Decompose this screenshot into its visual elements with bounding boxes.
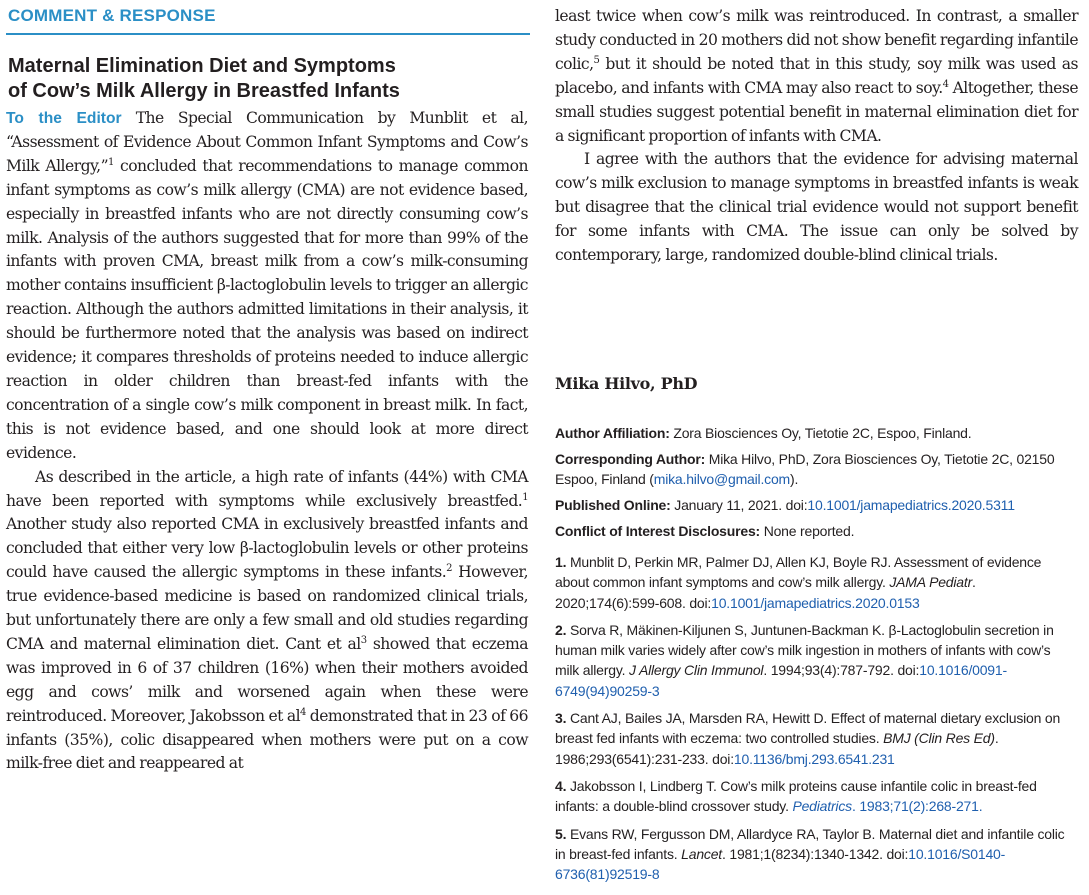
text: least twice when cow’s milk was reintroduced. In contrast, a smaller study conducted in 20 mothers did not show benefit regarding infantile colic, [555, 7, 1078, 73]
citation[interactable]: 2 [446, 563, 452, 575]
author-metadata [555, 423, 1075, 547]
journal-name: Lancet [681, 845, 722, 862]
reference-text: . 1994;93(4):787-792. doi: [763, 662, 920, 679]
reference-doi-link[interactable]: 10.1001/jamapediatrics.2020.0153 [711, 594, 920, 611]
corresponding-author [555, 449, 1075, 489]
section-label: COMMENT & RESPONSE [8, 6, 216, 25]
conflict-disclosures [555, 521, 1075, 541]
text: but it should be noted that in this study, soy milk was used as placebo, and infants with CMA may also react to soy. [555, 54, 1078, 97]
reference-text: Sorva R, Mäkinen-Kiljunen S, Juntunen-Backman K. β-Lactoglobulin secretion in human milk varies widely after cow’s milk ingestion in mothers of infants with cow’s milk allergy. [555, 621, 1054, 679]
reference-doi-link[interactable]: 10.1136/bmj.293.6541.231 [733, 750, 895, 767]
citation[interactable]: 4 [300, 706, 306, 718]
text: Altogether, these small studies suggest potential benefit in maternal elimination diet for a significant proportion of infants with CMA. [555, 78, 1078, 145]
reference-number: 3. [555, 710, 567, 727]
text: However, true evidence-based medicine is based on randomized clinical trials, but unfortunately there are only a few small and old studies regarding CMA and maternal elimination diet. Cant et al [6, 563, 528, 653]
journal-name: BMJ (Clin Res Ed) [883, 730, 995, 747]
value: Mika Hilvo, PhD, Zora Biosciences Oy, Tietotie 2C, 02150 Espoo, Finland ( [555, 451, 1055, 487]
title-line: of Cow’s Milk Allergy in Breastfed Infants [8, 80, 400, 102]
reference-text: . [851, 798, 860, 815]
reference-doi-link[interactable]: 10.1016/0091-6749(94)90259-3 [555, 662, 1007, 699]
citation[interactable]: 1 [522, 491, 528, 503]
title-line: Maternal Elimination Diet and Symptoms [8, 55, 396, 77]
reference-text: Jakobsson I, Lindberg T. Cow’s milk proteins cause infantile colic in breast-fed infants: a double-blind crossover study. [555, 777, 1037, 815]
journal-link[interactable]: Pediatrics [792, 798, 852, 815]
value: None reported. [760, 523, 855, 539]
author-affiliation [555, 423, 1075, 443]
section-divider [6, 33, 530, 35]
reference-text: Evans RW, Fergusson DM, Allardyce RA, Taylor B. Maternal diet and infantile colic in breast-fed infants. [555, 825, 1065, 862]
paragraph-1 [6, 107, 528, 466]
doi-link[interactable]: 10.1001/jamapediatrics.2020.5311 [807, 497, 1015, 513]
paragraph-2-continued [555, 5, 1078, 148]
reference-item [555, 552, 1077, 613]
published-online [555, 495, 1075, 515]
reference-text: . 1986;293(6541):231-233. doi: [555, 730, 999, 767]
value: Zora Biosciences Oy, Tietotie 2C, Espoo, Finland. [669, 425, 972, 441]
email-link[interactable]: mika.hilvo@gmail.com [653, 471, 790, 487]
text: Another study also reported CMA in exclusively breastfed infants and concluded that either very low β-lactoglobulin levels or other proteins could have caused the allergic symptoms in these infants. [6, 515, 528, 582]
citation[interactable]: 3 [360, 634, 367, 646]
citation[interactable]: 5 [593, 54, 600, 66]
reference-text: Munblit D, Perkin MR, Palmer DJ, Allen KJ, Boyle RJ. Assessment of evidence about common infant symptoms and cow’s milk allergy. [555, 554, 1042, 591]
reference-item [555, 620, 1077, 701]
label: Corresponding Author: [555, 451, 706, 467]
reference-text: Cant AJ, Bailes JA, Marsden RA, Hewitt D. Effect of maternal dietary exclusion on breast fed infants with eczema: two controlled studies. [555, 710, 1061, 747]
reference-link[interactable]: 1983;71(2):268-271. [859, 798, 983, 815]
text: showed that eczema was improved in 6 of 37 children (16%) when their mothers avoided egg and cows’ milk and worsened again when these were reintroduced. Moreover, Jakobsson et al [6, 634, 528, 725]
reference-number: 2. [555, 621, 567, 638]
reference-item [555, 708, 1077, 769]
label: Author Affiliation: [555, 425, 670, 441]
references-list [555, 552, 1077, 891]
text: concluded that recommendations to manage common infant symptoms as cow’s milk allergy (CMA) are not evidence based, especially in breastfed infants who are not directly consuming cow’s milk. Analysis of the authors suggested that for more than 99% of the infants with proven CMA, breast milk from a cow’s milk-consuming mother contains insufficient β-lactoglobulin levels to trigger an allergic reaction. Although the authors admitted limitations in their analysis, it should be furthermore noted that the analysis was based on indirect evidence; it compares thresholds of proteins needed to induce allergic reaction in older children than breast-fed infants with the concentration of a single cow’s milk component in breast milk. In fact, this is not evidence based, and one should look at more direct evidence. [6, 156, 528, 462]
journal-name: J Allergy Clin Immunol [628, 662, 764, 679]
reference-item [555, 776, 1077, 817]
paragraph-3: I agree with the authors that the evidence for advising maternal cow’s milk exclusion to manage symptoms in breastfed infants is weak but disagree that the clinical trial evidence would not support benefit for some infants with CMA. The issue can only be solved by contemporary, large, randomized double-blind clinical trials. [555, 150, 1078, 265]
citation[interactable]: 1 [108, 156, 114, 168]
text: As described in the article, a high rate of infants (44%) with CMA have been reported with symptoms while exclusively breastfed. [6, 467, 528, 510]
reference-text: . 1981;1(8234):1340-1342. doi: [721, 845, 909, 862]
journal-name: JAMA Pediatr [889, 574, 973, 591]
text: The Special Communication by Munblit et al, “Assessment of Evidence About Common Infant Symptoms and Cow’s Milk Allergy,” [6, 109, 529, 175]
paragraph-2 [6, 466, 528, 777]
reference-number: 5. [555, 825, 567, 842]
label: Published Online: [555, 497, 671, 513]
reference-number: 1. [555, 554, 567, 570]
citation[interactable]: 4 [942, 78, 949, 90]
author-name: Mika Hilvo, PhD [555, 374, 698, 393]
article-title [8, 54, 528, 104]
reference-item [555, 824, 1077, 885]
left-column [6, 107, 528, 776]
reference-doi-link[interactable]: 10.1016/S0140-6736(81)92519-8 [555, 845, 1006, 883]
reference-number: 4. [555, 777, 567, 794]
text: demonstrated that in 23 of 66 infants (35%), colic disappeared when mothers were put on a cow milk-free diet and reappeared at [6, 706, 528, 773]
label: Conflict of Interest Disclosures: [555, 523, 760, 539]
reference-text: . 2020;174(6):599-608. doi: [555, 574, 976, 611]
to-the-editor-label: To the Editor [6, 110, 122, 127]
value: January 11, 2021. doi: [670, 497, 808, 513]
right-column [555, 5, 1078, 268]
value: ). [790, 471, 799, 487]
